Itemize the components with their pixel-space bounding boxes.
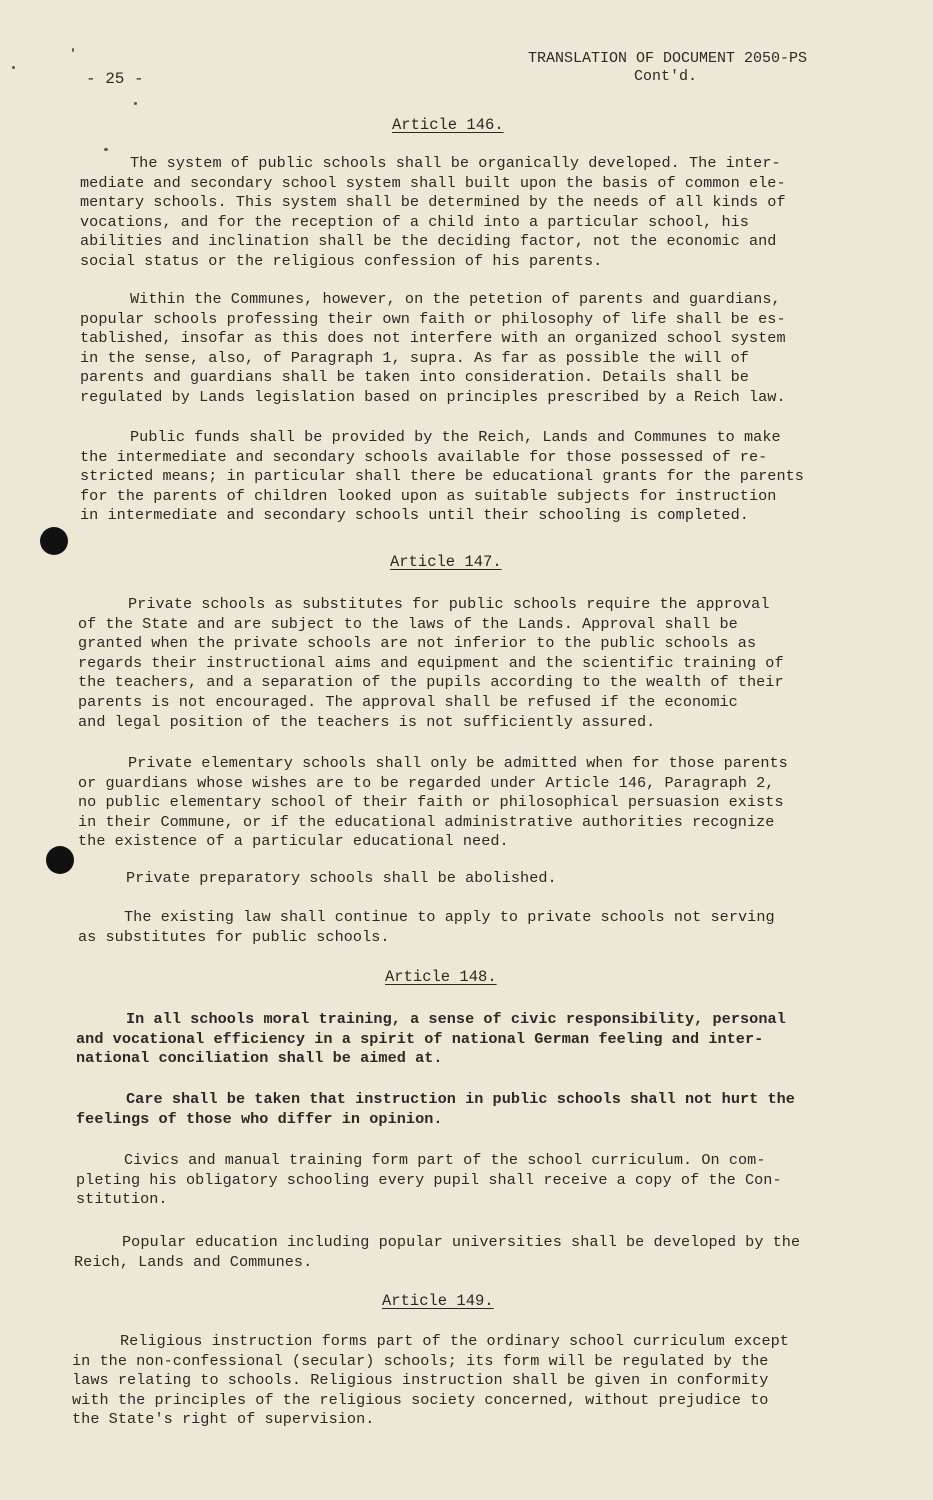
page-number: - 25 - xyxy=(86,70,144,88)
paper-speck xyxy=(12,66,15,69)
translation-title: TRANSLATION OF DOCUMENT 2050-PS xyxy=(528,50,808,67)
article-148-paragraph-4: Popular education including popular universities shall be developed by the Reich, Lands and Communes. xyxy=(74,1233,801,1271)
article-147-paragraph-4: The existing law shall continue to apply to private schools not serving as substitutes for public schools. xyxy=(78,908,775,946)
article-146-paragraph-1: The system of public schools shall be organically developed. The inter- mediate and secondary school system shall built upon the basis of common ele- mentary schools. This system shall be determined by the needs of all kinds of vocations, and for the reception of a child into a particular school, his abilities and inclination shall be the deciding factor, not the economic and social status or the religious confession of his parents. xyxy=(80,154,786,270)
article-147-paragraph-1: Private schools as substitutes for public schools require the approval of the State and are subject to the laws of the Lands. Approval shall be granted when the private schools are not inferior to the public schools as regards their instructional aims and equipment and the scientific training of the teachers, and a separation of the pupils according to the wealth of their parents is not encouraged. The approval shall be refused if the economic and legal position of the teachers is not sufficiently assured. xyxy=(78,595,784,731)
continued-label: Cont'd. xyxy=(634,68,698,85)
article-149-heading: Article 149. xyxy=(382,1292,494,1310)
punch-hole-upper xyxy=(40,527,68,555)
article-146-heading: Article 146. xyxy=(392,116,504,134)
article-146-paragraph-3: Public funds shall be provided by the Reich, Lands and Communes to make the intermediate and secondary schools available for those possessed of re- stricted means; in particular shall there be educational grants for the parents for the parents of children looked upon as suitable subjects for instruction in intermediate and secondary schools until their schooling is completed. xyxy=(80,428,804,525)
article-147-heading: Article 147. xyxy=(390,553,502,571)
article-148-paragraph-2: Care shall be taken that instruction in public schools shall not hurt the feelings of those who differ in opinion. xyxy=(76,1090,795,1128)
article-148-paragraph-1: In all schools moral training, a sense of civic responsibility, personal and vocational efficiency in a spirit of national German feeling and inter- national conciliation shall be aimed at. xyxy=(76,1010,786,1068)
article-147-paragraph-2: Private elementary schools shall only be admitted when for those parents or guardians whose wishes are to be regarded under Article 146, Paragraph 2, no public elementary school of their faith or philosophical persuasion exists in their Commune, or if the educational administrative authorities recognize the existence of a particular educational need. xyxy=(78,754,788,851)
article-149-paragraph-1: Religious instruction forms part of the ordinary school curriculum except in the non-confessional (secular) schools; its form will be regulated by the laws relating to schools. Religious instruction shall be given in conformity with the principles of the religious society concerned, without prejudice to the State's right of supervision. xyxy=(72,1332,789,1429)
article-148-heading: Article 148. xyxy=(385,968,497,986)
document-header xyxy=(528,50,858,86)
paper-speck xyxy=(72,48,74,52)
article-148-paragraph-3: Civics and manual training form part of the school curriculum. On com- pleting his obligatory schooling every pupil shall receive a copy of the Con- stitution. xyxy=(76,1151,782,1209)
paper-speck xyxy=(134,102,137,105)
punch-hole-lower xyxy=(46,846,74,874)
paper-speck xyxy=(104,148,108,151)
article-146-paragraph-2: Within the Communes, however, on the petetion of parents and guardians, popular schools professing their own faith or philosophy of life shall be es- tablished, insofar as this does not interfere with an organized school system in the sense, also, of Paragraph 1, supra. As far as possible the will of parents and guardians shall be taken into consideration. Details shall be regulated by Lands legislation based on principles prescribed by a Reich law. xyxy=(80,290,786,406)
article-147-paragraph-3: Private preparatory schools shall be abolished. xyxy=(126,869,557,887)
